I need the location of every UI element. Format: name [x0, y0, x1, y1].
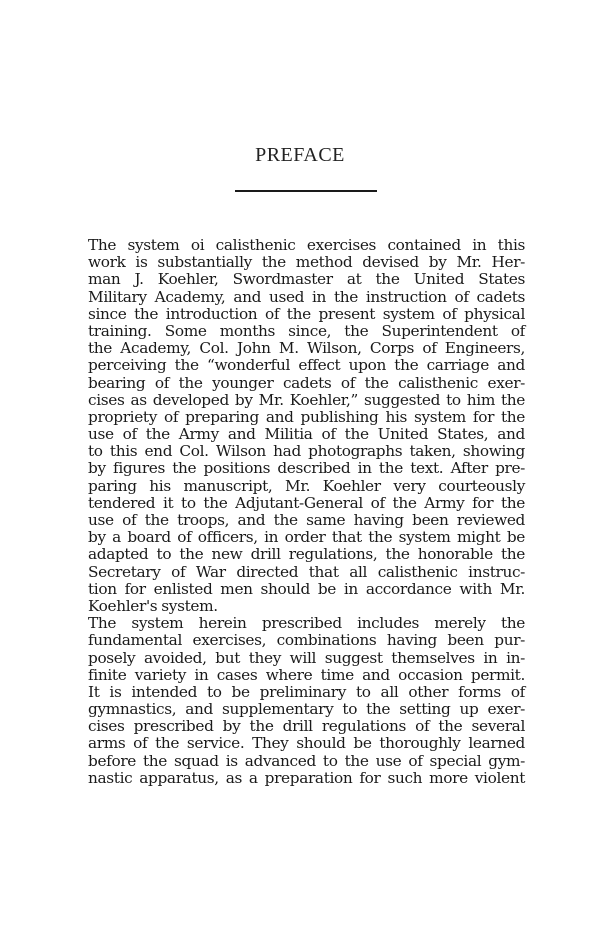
- text-line: the Academy, Col. John M. Wilson, Corps of Engineers,: [88, 339, 525, 358]
- text-line: training. Some months since, the Superintendent of: [88, 321, 525, 340]
- text-line: bearing of the younger cadets of the calisthenic exer-: [88, 373, 525, 392]
- preface-body: [88, 237, 525, 787]
- text-line: paring his manuscript, Mr. Koehler very courteously: [88, 476, 525, 495]
- text-line: before the squad is advanced to the use of special gym-: [88, 751, 525, 770]
- text-line: work is substantially the method devised by Mr. Her-: [88, 253, 525, 272]
- text-line: cises as developed by Mr. Koehler,” suggested to him the: [88, 390, 525, 409]
- text-line: finite variety in cases where time and occasion permit.: [88, 665, 525, 684]
- text-line: by a board of officers, in order that the system might be: [88, 528, 525, 547]
- text-line: tendered it to the Adjutant-General of the Army for the: [88, 493, 525, 512]
- text-line: by figures the positions described in the text. After pre-: [88, 459, 525, 478]
- text-line: tion for enlisted men should be in accordance with Mr.: [88, 579, 525, 598]
- text-line: nastic apparatus, as a preparation for such more violent: [88, 768, 525, 787]
- text-line: fundamental exercises, combinations having been pur-: [88, 631, 525, 650]
- text-line: to this end Col. Wilson had photographs taken, showing: [88, 442, 525, 461]
- text-line: since the introduction of the present system of physical: [88, 304, 525, 323]
- text-line: posely avoided, but they will suggest themselves in in-: [88, 648, 525, 667]
- text-line: gymnastics, and supplementary to the setting up exer-: [88, 700, 525, 719]
- text-line: Secretary of War directed that all calisthenic instruc-: [88, 562, 525, 581]
- text-line: man J. Koehler, Swordmaster at the United States: [88, 270, 525, 289]
- text-line: Koehler's system.: [88, 596, 218, 615]
- text-line: perceiving the “wonderful effect upon the carriage and: [88, 356, 525, 375]
- text-line: The system oi calisthenic exercises contained in this: [88, 236, 525, 254]
- text-line: It is intended to be preliminary to all other forms of: [88, 682, 525, 701]
- text-line: cises prescribed by the drill regulations of the several: [88, 717, 525, 736]
- text-line: propriety of preparing and publishing his system for the: [88, 407, 525, 426]
- text-line: adapted to the new drill regulations, the honorable the: [88, 545, 525, 564]
- text-line: Military Academy, and used in the instruction of cadets: [88, 287, 525, 306]
- page-title: PREFACE: [255, 144, 345, 166]
- text-line: The system herein prescribed includes merely the: [88, 614, 525, 633]
- text-line: use of the troops, and the same having been reviewed: [88, 511, 525, 529]
- title-rule: [235, 190, 377, 192]
- text-line: use of the Army and Militia of the United States, and: [88, 425, 525, 444]
- text-line: arms of the service. They should be thoroughly learned: [88, 734, 525, 753]
